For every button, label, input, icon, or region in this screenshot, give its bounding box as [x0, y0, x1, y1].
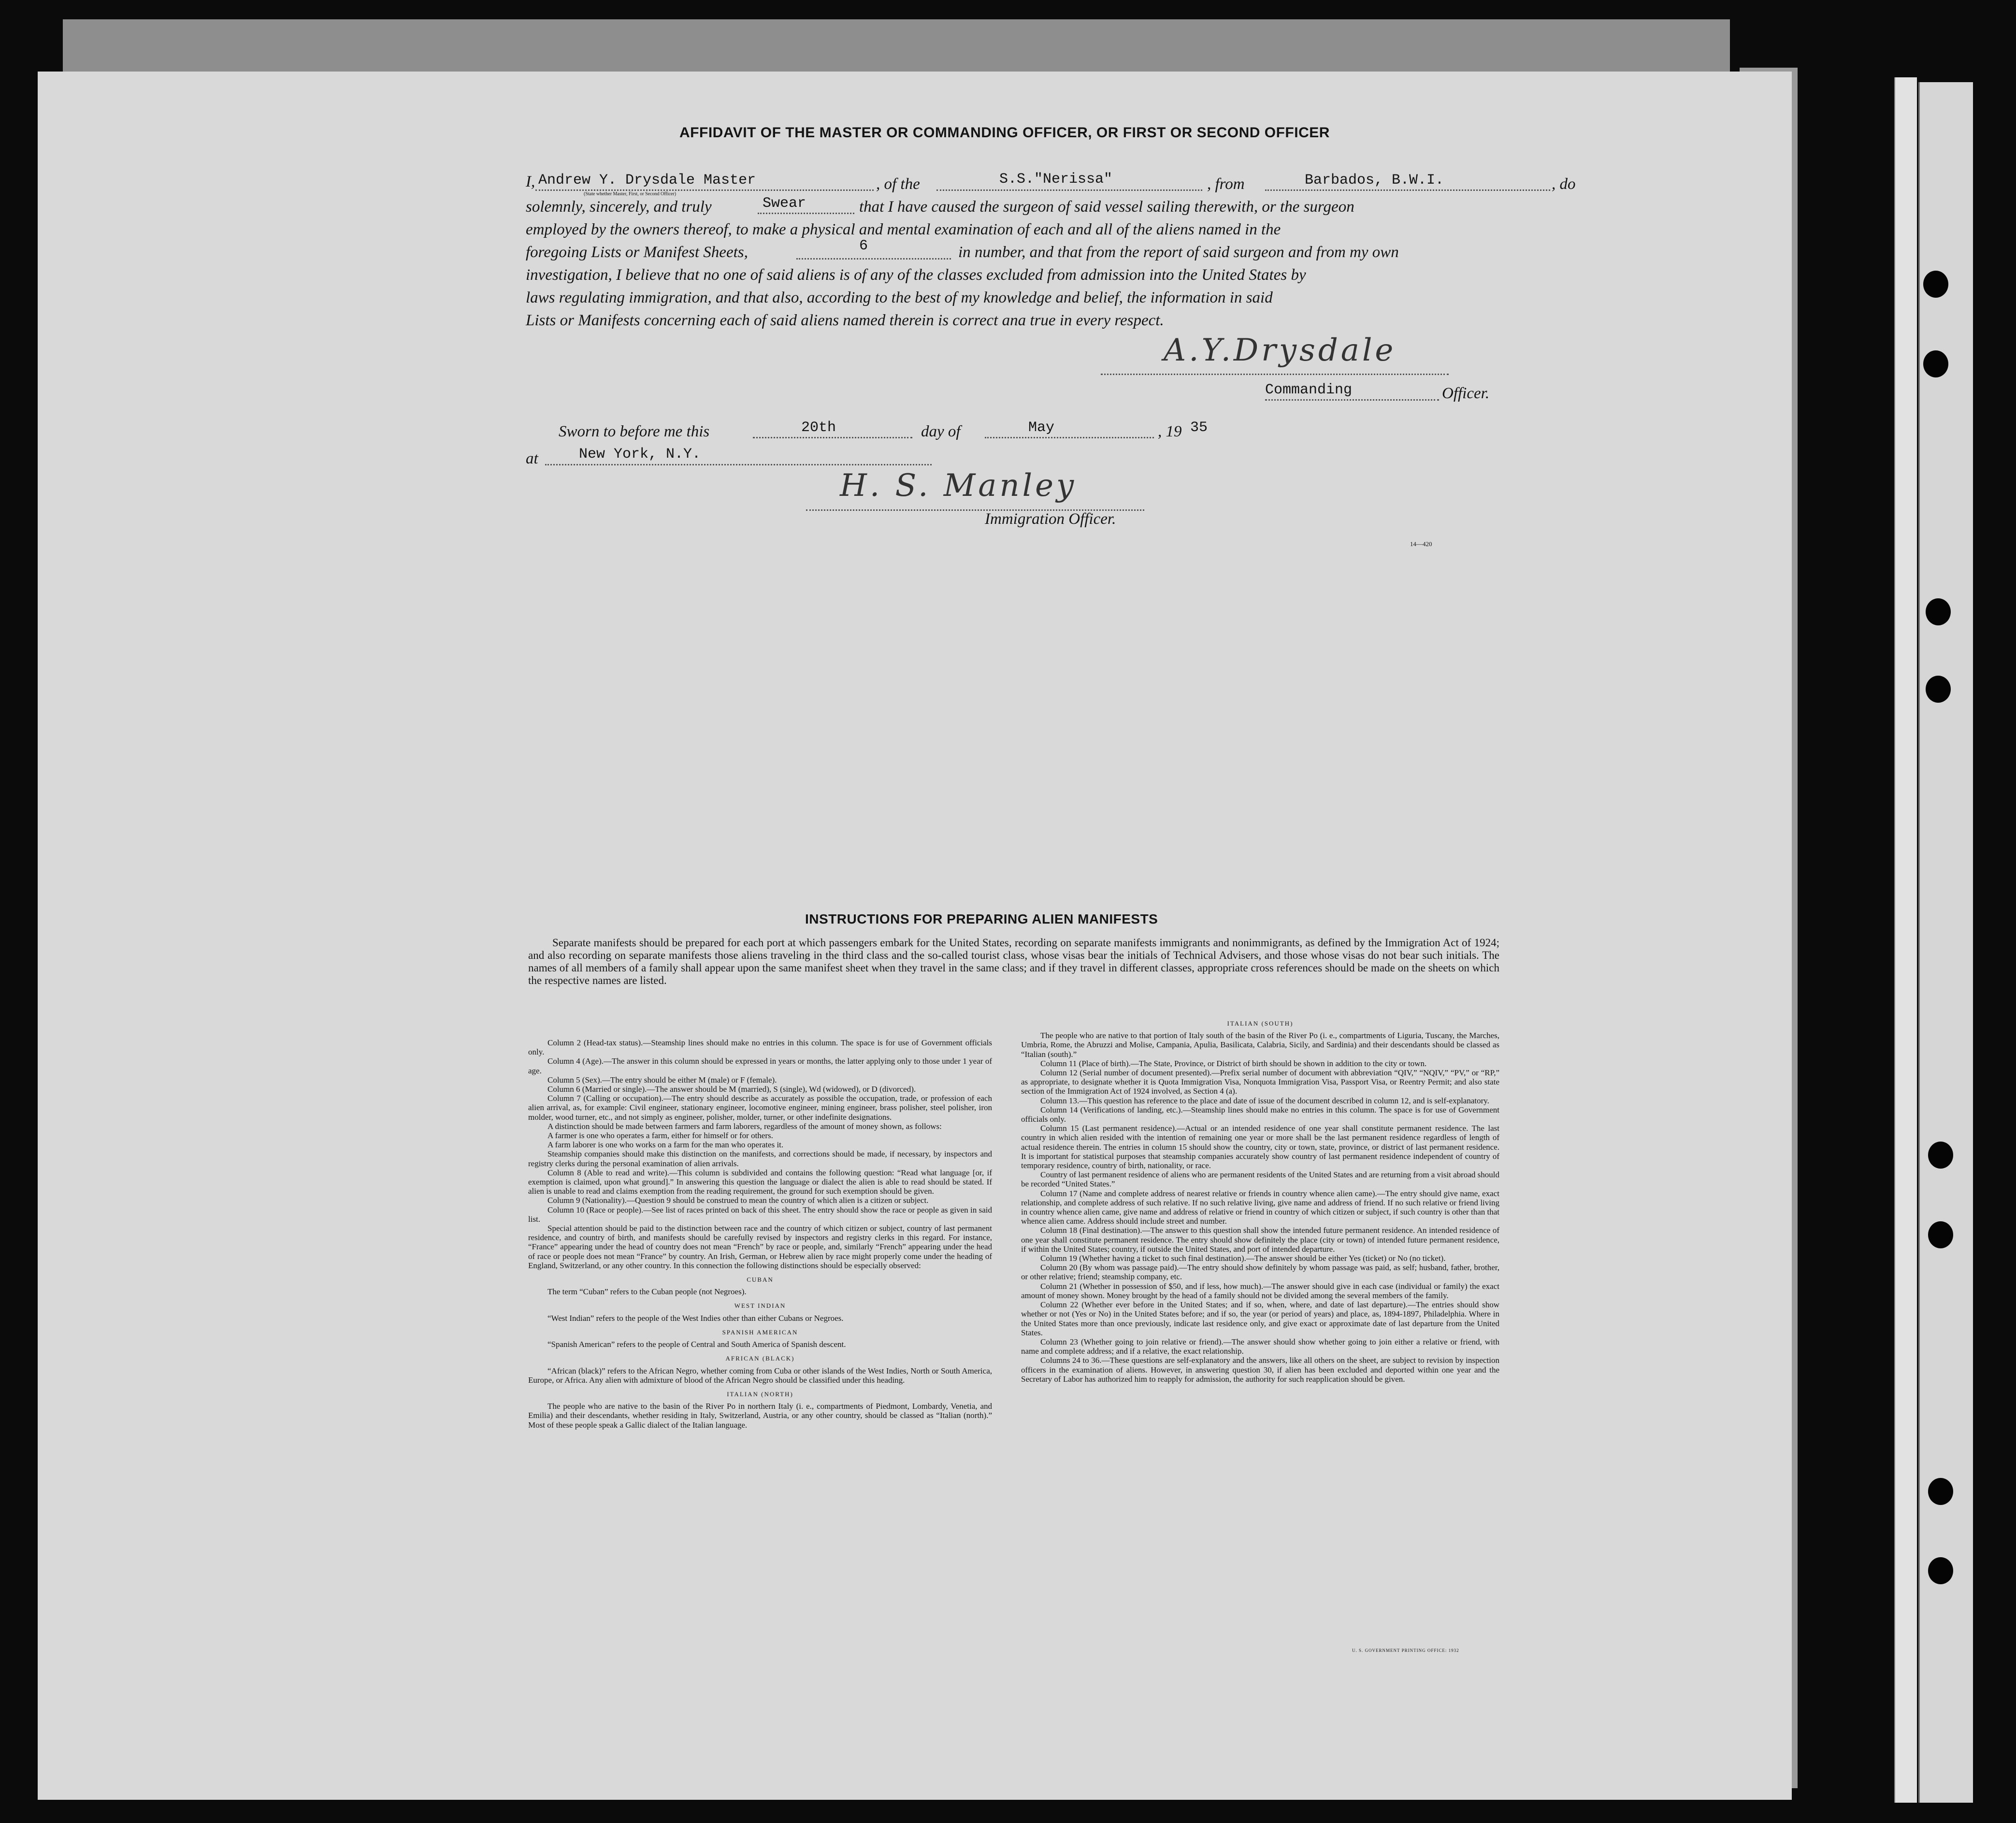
affidavit-text: , do — [1552, 175, 1576, 193]
affidavit-text: employed by the owners thereof, to make a physical and mental examination of each and all of the aliens named in the — [526, 221, 1281, 238]
fill-line — [936, 189, 1202, 191]
binding-strip — [1918, 82, 1973, 1803]
instruction-paragraph: Column 22 (Whether ever before in the United States; and if so, when, where, and date of last departure).—The entries should show whether or not (Yes or No) in the United States before; and if so, the year (or period of years) and place, as, 1894-1897, Philadelphia. Where in the United States more than once previously, indicate last residence only, and give exact or approximate date of last departure from the United States. — [1021, 1300, 1499, 1337]
instructions-left-column — [528, 1038, 992, 1430]
affidavit-text: , of the — [876, 175, 920, 193]
affidavit-text: that I have caused the surgeon of said vessel sailing therewith, or the surgeon — [859, 198, 1354, 216]
punch-hole — [1928, 1478, 1953, 1505]
instruction-paragraph: The term “Cuban” refers to the Cuban people (not Negroes). — [547, 1287, 747, 1297]
fill-line — [545, 464, 932, 465]
fill-line — [985, 437, 1154, 438]
instruction-paragraph: Column 20 (By whom was passage paid).—The entry should show definitely by whom passage was paid, as self; husband, father, brother, or other relative; friend; steamship company, etc. — [1021, 1263, 1499, 1282]
section-heading: AFRICAN (BLACK) — [725, 1355, 795, 1362]
vessel-name: S.S."Nerissa" — [999, 171, 1113, 188]
instruction-paragraph: “Spanish American” refers to the people of Central and South America of Spanish descent. — [547, 1340, 846, 1349]
instruction-paragraph: Column 10 (Race or people).—See list of races printed on back of this sheet. The entry should show the race or people as given in said list. — [528, 1205, 992, 1224]
officer-suffix: Officer. — [1442, 385, 1490, 402]
instructions-title: INSTRUCTIONS FOR PREPARING ALIEN MANIFESTS — [805, 912, 1158, 926]
sheet-count: 6 — [859, 238, 868, 254]
printer-note: U. S. GOVERNMENT PRINTING OFFICE: 1932 — [1352, 1648, 1459, 1653]
fill-line — [753, 437, 912, 438]
fill-line — [796, 258, 951, 260]
affidavit-text: foregoing Lists or Manifest Sheets, — [526, 244, 748, 261]
instruction-paragraph: Column 14 (Verifications of landing, etc.).—Steamship lines should make no entries in this column. The space is for use of Government officials only. — [1021, 1105, 1499, 1124]
fill-line — [535, 189, 874, 191]
instruction-paragraph: Column 6 (Married or single).—The answer should be M (married), S (single), Wd (widowed), or D (divorced). — [547, 1085, 916, 1094]
affidavit-text: I, — [526, 173, 535, 190]
state-note: (State whether Master, First, or Second Officer) — [584, 191, 677, 197]
instruction-paragraph: Column 17 (Name and complete address of nearest relative or friends in country whence alien came).—The entry should give name, exact relationship, and complete address of such relative. If no such relative living, give name and address of friend. If no such relative or friend living in country whence alien came, give name and address of relative or friend in country of which citizen or subject, if such country is other than that whence alien came. Address should include street and number. — [1021, 1188, 1499, 1226]
fill-line — [1265, 189, 1550, 191]
master-name: Andrew Y. Drysdale Master — [538, 172, 756, 188]
instruction-paragraph: Steamship companies should make this distinction on the manifests, and corrections should be made, if necessary, by inspectors and registry clerks during the personal examination of alien arrivals. — [528, 1149, 992, 1168]
punch-hole — [1928, 1557, 1953, 1584]
affidavit-title: AFFIDAVIT OF THE MASTER OR COMMANDING OFFICER, OR FIRST OR SECOND OFFICER — [679, 125, 1330, 141]
instruction-paragraph: Column 7 (Calling or occupation).—The entry should describe as accurately as possible the occupation, trade, or profession of each alien arrival, as, for example: Civil engineer, stationary engineer, locomotive engineer, mining engineer, brass polisher, steel polisher, iron molder, wood turner, etc., and not simply as engineer, polisher, molder, turner, or other indefinite designations. — [528, 1094, 992, 1122]
instruction-paragraph: A farm laborer is one who works on a farm for the man who operates it. — [547, 1140, 784, 1150]
section-heading: ITALIAN (SOUTH) — [1227, 1020, 1294, 1027]
instruction-paragraph: Column 13.—This question has reference to the place and date of issue of the document described in column 12, and is self-explanatory. — [1040, 1096, 1489, 1105]
punch-hole — [1923, 271, 1948, 298]
punch-hole — [1926, 598, 1951, 625]
instruction-paragraph: A farmer is one who operates a farm, either for himself or for others. — [547, 1131, 773, 1141]
section-heading: ITALIAN (NORTH) — [727, 1390, 793, 1398]
sworn-year: 35 — [1190, 420, 1208, 436]
instruction-paragraph: Column 12 (Serial number of document presented).—Prefix serial number of document with abbreviation “QIV,” “NQIV,” “PV,” or “RP,” as appropriate, to designate whether it is Quota Immigration Visa, Nonquota Immigration Visa, Passport Visa, or Reentry Permit; and also state section of the Immigration Act of 1924 involved, as Section 4 (a). — [1021, 1068, 1499, 1096]
port-from: Barbados, B.W.I. — [1305, 172, 1444, 188]
sworn-text: Sworn to before me this — [559, 423, 710, 440]
instruction-paragraph: The people who are native to that portion of Italy south of the basin of the River Po (i. e., compartments of Liguria, Tuscany, the Marches, Umbria, Rome, the Abruzzi and Molise, Campania, Apulia, Basilicata, Calabria, Sicily, and Sardinia) and their descendants should be classed as “Italian (south).” — [1021, 1031, 1499, 1059]
backing-sheet — [63, 19, 1730, 72]
oath-word: Swear — [763, 195, 806, 212]
signature-line — [1101, 374, 1449, 375]
sworn-month: May — [1028, 420, 1055, 436]
sworn-day: 20th — [801, 420, 836, 436]
instruction-paragraph: Column 4 (Age).—The answer in this column should be expressed in years or months, the latter applying only to those under 1 year of age. — [528, 1056, 992, 1075]
instructions-right-column — [1021, 1019, 1499, 1384]
officer-signature: A.Y.Drysdale — [1164, 333, 1397, 368]
sworn-text: , 19 — [1158, 423, 1182, 440]
instruction-paragraph: “African (black)” refers to the African Negro, whether coming from Cuba or other islands of the West Indies, North or South America, Europe, or Africa. Any alien with admixture of blood of the African Negro should be classified under this heading. — [528, 1366, 992, 1385]
instruction-paragraph: Column 23 (Whether going to join relative or friend).—The answer should show whether going to join either a relative or friend, with name and complete address; and if a relative, the exact relationship. — [1021, 1337, 1499, 1356]
section-heading: SPANISH AMERICAN — [722, 1328, 798, 1336]
punch-hole — [1926, 676, 1951, 703]
instruction-paragraph: Country of last permanent residence of aliens who are permanent residents of the United States and are returning from a visit abroad should be recorded “United States.” — [1021, 1170, 1499, 1189]
sworn-location: New York, N.Y. — [579, 446, 701, 463]
officer-rank: Commanding — [1265, 382, 1353, 398]
instruction-paragraph: A distinction should be made between farmers and farm laborers, regardless of the amount of money shown, as follows: — [547, 1121, 942, 1131]
fill-line — [1265, 399, 1439, 401]
instruction-paragraph: Column 15 (Last permanent residence).—Actual or an intended residence of one year shall constitute permanent residence. The last country in which alien resided with the intention of remaining one year or more shall be the last permanent residence regardless of length of actual residence therein. The entries in column 15 should show the country, city or town, state, province, or district of last permanent residence. It is important for statistical purposes that steamship companies accurately show country of last permanent residence independent of country of temporary residence, country of birth, nationality, or race. — [1021, 1124, 1499, 1171]
affidavit-text: , from — [1207, 175, 1245, 193]
immigration-signature: H. S. Manley — [840, 468, 1077, 504]
manifest-page — [38, 72, 1792, 1800]
form-number: 14—420 — [1410, 540, 1432, 548]
instruction-paragraph: Column 21 (Whether in possession of $50, and if less, how much).—The answer should give in each case (individual or family) the exact amount of money shown. Money brought by the head of a family should not be divided among the several members of the family. — [1021, 1281, 1499, 1300]
section-heading: WEST INDIAN — [734, 1302, 786, 1310]
fill-line — [758, 213, 854, 214]
instruction-paragraph: Special attention should be paid to the distinction between race and the country of which citizen or subject, country of last permanent residence, and country of birth, and manifests should be carefully revised by inspectors and registry clerks in this regard. For instance, “France” appearing under the head of country does not mean “French” by race or people, and, similarly “French” appearing under the head of race or people does not mean “France” by country. An Irish, German, or Hebrew alien by race might properly come under the heading of England, Switzerland, or any other country. In this connection the following distinctions should be especially observed: — [528, 1224, 992, 1270]
affidavit-text: laws regulating immigration, and that also, according to the best of my knowledge and belief, the information in said — [526, 289, 1273, 306]
immigration-title: Immigration Officer. — [985, 510, 1116, 528]
binding-strip-inner — [1894, 77, 1917, 1803]
instruction-paragraph: Column 2 (Head-tax status).—Steamship lines should make no entries in this column. The space is for use of Government officials only. — [528, 1038, 992, 1057]
affidavit-text: investigation, I believe that no one of said aliens is of any of the classes excluded from admission into the United States by — [526, 266, 1306, 284]
instruction-paragraph: The people who are native to the basin of the River Po in northern Italy (i. e., compartments of Piedmont, Lombardy, Venetia, and Emilia) and their descendants, whether residing in Italy, Switzerland, Austria, or any other country, should be classed as “Italian (north).” Most of these people speak a Gallic dialect of the Italian language. — [528, 1402, 992, 1430]
at-label: at — [526, 450, 538, 467]
instruction-paragraph: Column 9 (Nationality).—Question 9 should be construed to mean the country of which alien is a citizen or subject. — [547, 1196, 929, 1205]
instruction-paragraph: Column 5 (Sex).—The entry should be either M (male) or F (female). — [547, 1075, 777, 1085]
instructions-intro: Separate manifests should be prepared for each port at which passengers embark for the United States, recording on separate manifests immigrants and nonimmigrants, as defined by the Immigration Act of 1924; and also recording on separate manifests those aliens traveling in the third class and the so-called tourist class, whose visas bear the initials of Technical Advisers, and those whose visas do not bear such initials. The names of all members of a family shall appear upon the same manifest sheet when they travel in the same class; and if they travel in different classes, appropriate cross references should be made on the sheets on which the respective names are listed. — [528, 937, 1499, 986]
affidavit-text: Lists or Manifests concerning each of said aliens named therein is correct ana true in every respect. — [526, 312, 1164, 329]
instruction-paragraph: Column 11 (Place of birth).—The State, Province, or District of birth should be shown in addition to the city or town. — [1040, 1058, 1427, 1068]
punch-hole — [1923, 350, 1948, 377]
instruction-paragraph: Column 19 (Whether having a ticket to such final destination).—The answer should be either Yes (ticket) or No (no ticket). — [1040, 1254, 1446, 1263]
instruction-paragraph: Column 8 (Able to read and write).—This column is subdivided and contains the following question: “Read what language [or, if exemption is claimed, upon what ground].” In answering this question the language or dialect the alien is able to read should be stated. If alien is unable to read and claims exemption from the reading requirement, the ground for such exemption should be given. — [528, 1168, 992, 1196]
instruction-paragraph: Column 18 (Final destination).—The answer to this question shall show the intended future permanent residence. An intended residence of one year shall constitute permanent residence. The entry should show definitely the place (city or town) of intended future permanent residence, if within the United States; country, if outside the United States, and port of intended departure. — [1021, 1226, 1499, 1254]
affidavit-text: solemnly, sincerely, and truly — [526, 198, 712, 216]
affidavit-text: in number, and that from the report of said surgeon and from my own — [958, 244, 1399, 261]
instruction-paragraph: Columns 24 to 36.—These questions are self-explanatory and the answers, like all others on the sheet, are subject to revision by inspection officers in the examination of aliens. However, in answering question 30, if alien has been excluded and deported within one year and the Secretary of Labor has authorized him to reapply for admission, the authority for such reapplication should be given. — [1021, 1356, 1499, 1384]
instruction-paragraph: “West Indian” refers to the people of the West Indies other than either Cubans or Negroes. — [547, 1313, 844, 1323]
sworn-text: day of — [921, 423, 961, 440]
punch-hole — [1928, 1221, 1953, 1248]
section-heading: CUBAN — [747, 1276, 774, 1284]
punch-hole — [1928, 1142, 1953, 1169]
